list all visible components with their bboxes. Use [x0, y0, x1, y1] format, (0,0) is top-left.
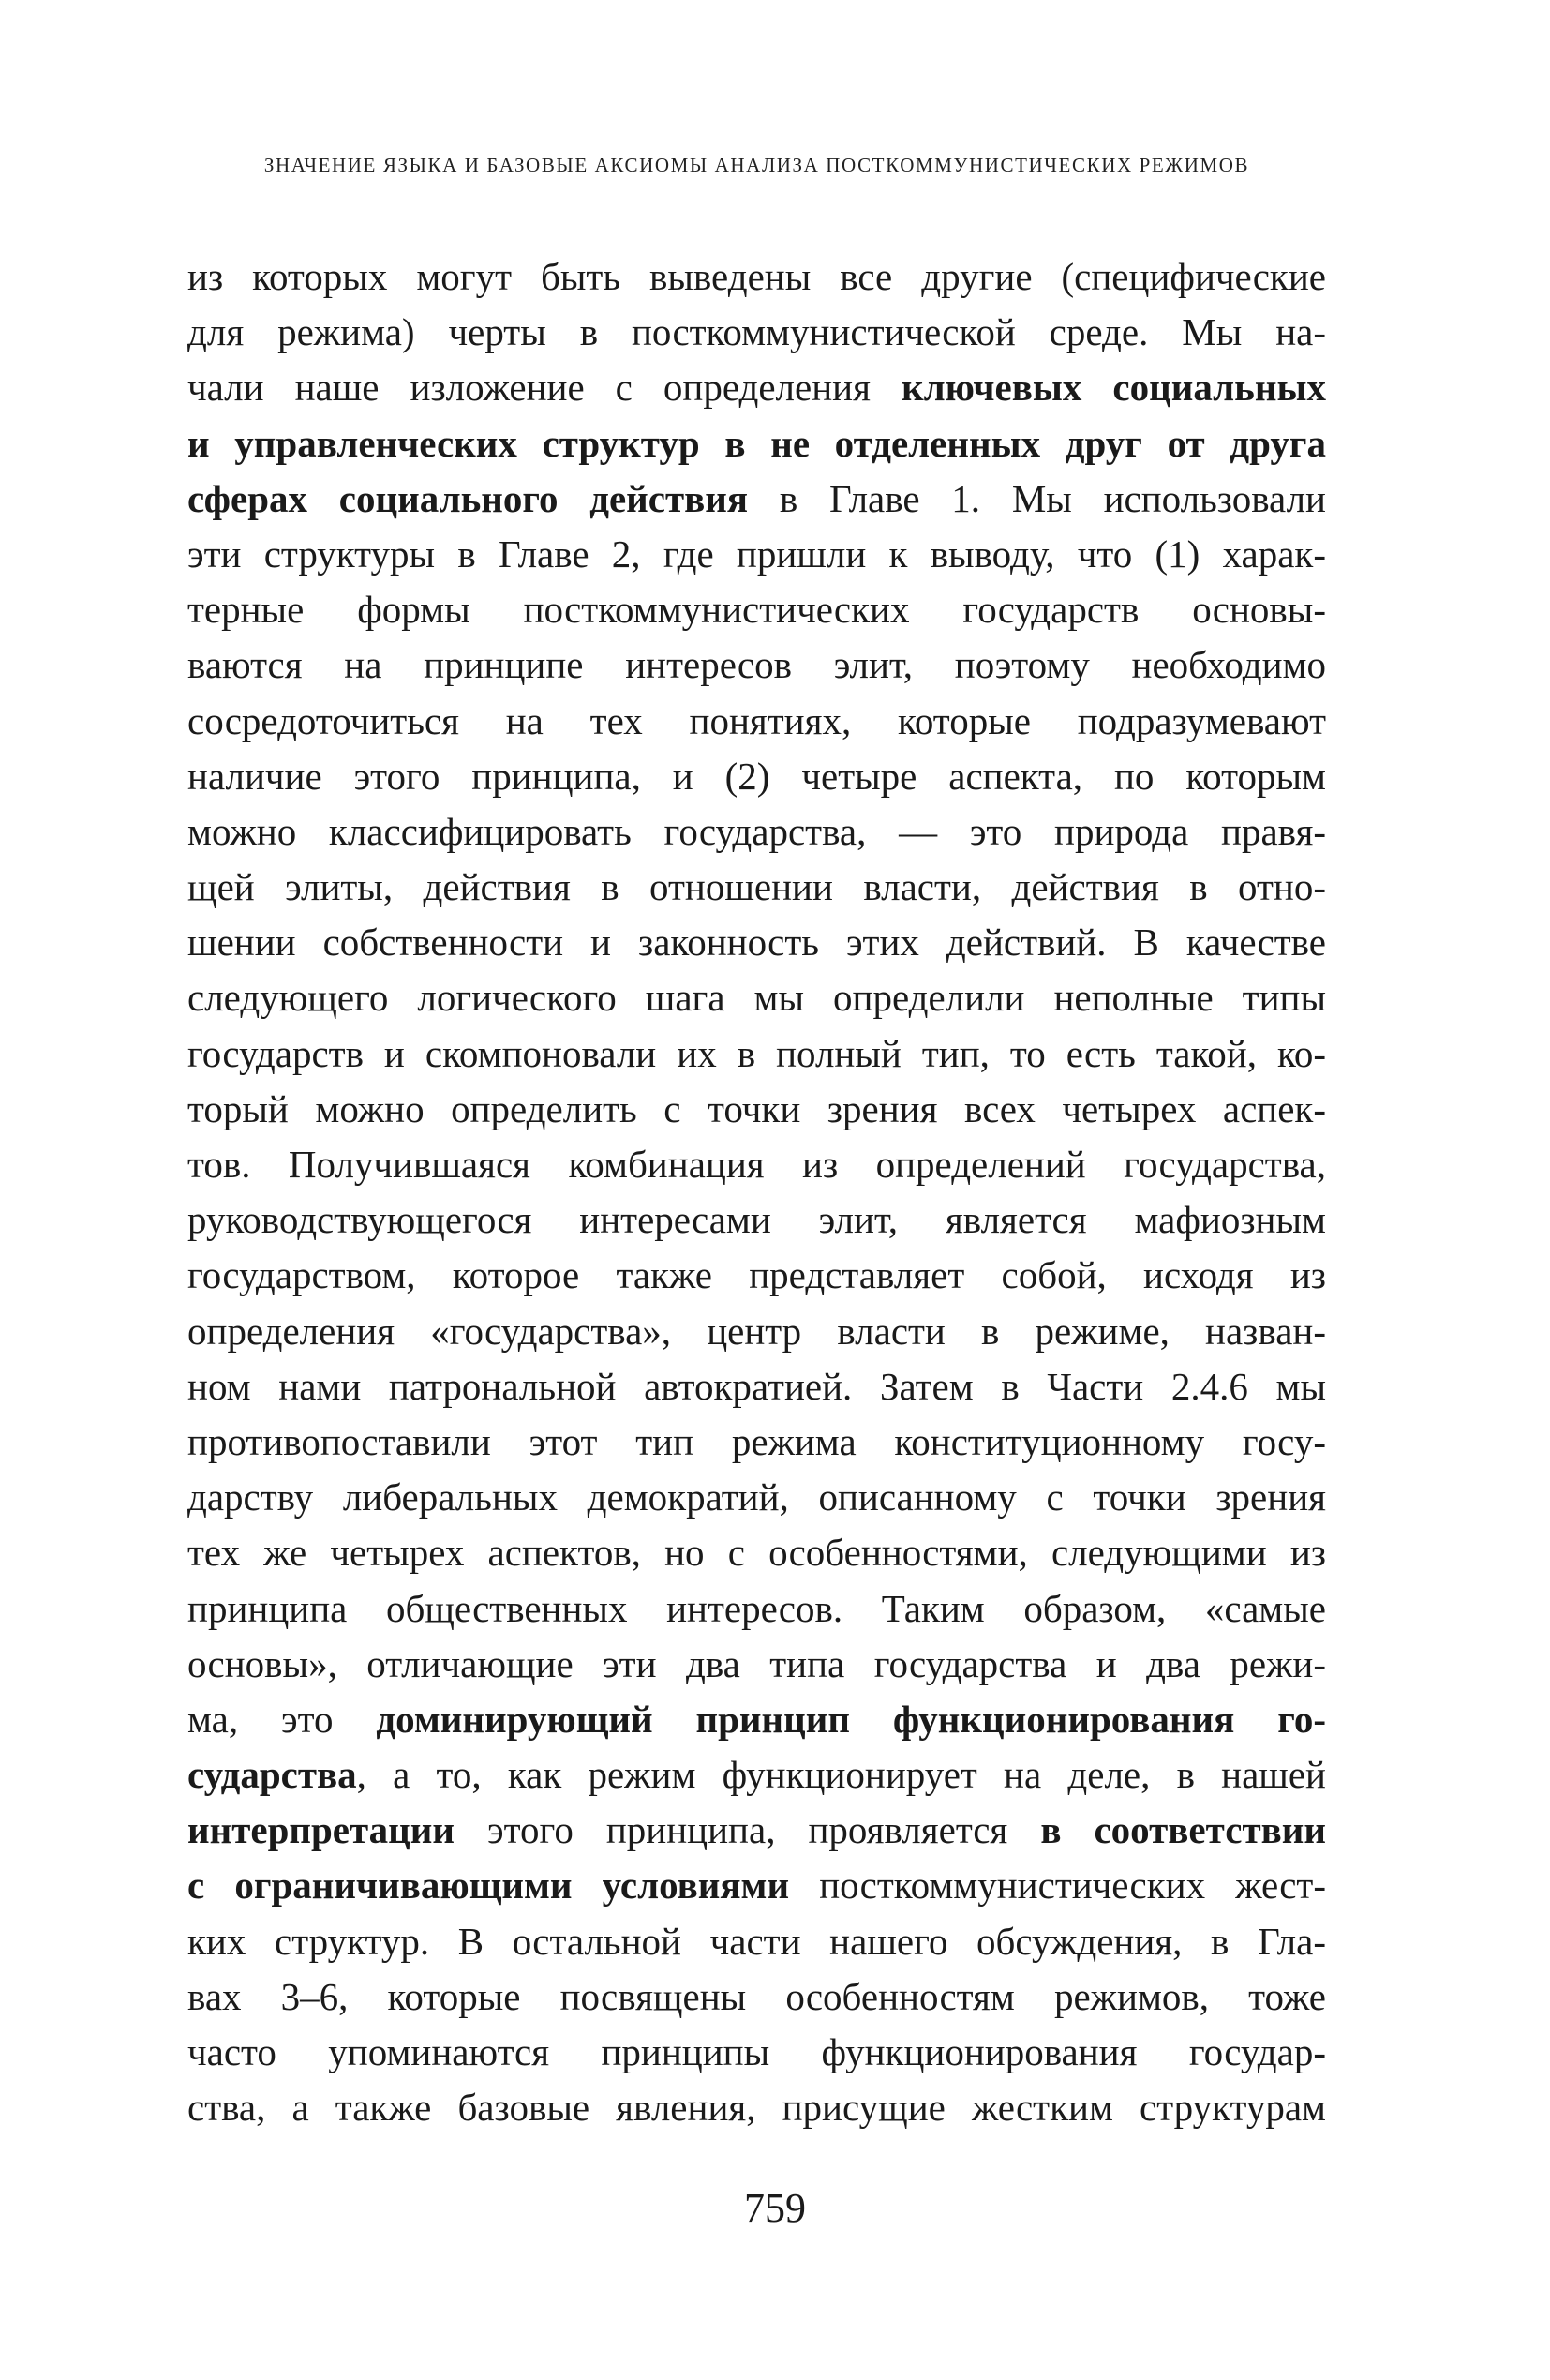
bold-text: сферах социального действия: [187, 476, 749, 520]
text-line: [187, 1192, 1326, 1248]
text-segment: посткоммунистических жест-: [789, 1864, 1326, 1908]
text-line: [187, 416, 1326, 472]
text-segment: тов. Получившаяся комбинация из определений государства,: [187, 1143, 1326, 1186]
bold-text: ключевых социальных: [901, 366, 1326, 410]
text-line: [187, 360, 1326, 415]
text-segment: из которых могут быть выведены все другие (специфические: [187, 255, 1326, 298]
text-segment: можно классифицировать государства, — это природа правя-: [187, 809, 1326, 853]
bold-text: в соответствии: [1040, 1808, 1326, 1852]
text-segment: определения «государства», центр власти в режиме, назван-: [187, 1309, 1326, 1353]
text-line: [187, 1248, 1326, 1303]
text-line: [187, 970, 1326, 1025]
text-segment: ном нами патрональной автократией. Затем в Части 2.4.6 мы: [187, 1364, 1326, 1408]
text-segment: шении собственности и законность этих действий. В качестве: [187, 921, 1326, 965]
body-text: [187, 249, 1326, 2135]
text-segment: вах 3–6, которые посвящены особенностям режимов, тоже: [187, 1974, 1326, 2018]
text-segment: наличие этого принципа, и (2) четыре аспекта, по которым: [187, 754, 1326, 798]
text-line: [187, 1581, 1326, 1637]
text-segment: часто упоминаются принципы функционирования государ-: [187, 2030, 1326, 2073]
text-segment: этого принципа, проявляется: [455, 1808, 1041, 1852]
bold-text: сударства: [187, 1753, 357, 1797]
bold-text: интерпретации: [187, 1808, 455, 1852]
text-line: [187, 2080, 1326, 2135]
text-line: [187, 249, 1326, 305]
text-segment: тех же четырех аспектов, но с особенностями, следующими из: [187, 1531, 1326, 1575]
text-line: [187, 1637, 1326, 1692]
bold-text: с ограничивающими условиями: [187, 1864, 790, 1908]
text-line: [187, 1914, 1326, 1969]
text-line: [187, 1304, 1326, 1359]
text-segment: чали наше изложение с определения: [187, 366, 902, 410]
text-line: [187, 1137, 1326, 1192]
text-line: [187, 1969, 1326, 2025]
bold-text: и управленческих структур в не отделенных друг от друга: [187, 421, 1326, 465]
text-line: [187, 915, 1326, 970]
text-segment: , а то, как режим функционирует на деле, в нашей: [356, 1753, 1326, 1797]
text-segment: эти структуры в Главе 2, где пришли к выводу, что (1) харак-: [187, 531, 1326, 576]
bold-text: доминирующий принцип функционирования го-: [376, 1697, 1326, 1741]
text-segment: основы», отличающие эти два типа государства и два режи-: [187, 1641, 1326, 1685]
text-line: [187, 860, 1326, 915]
text-segment: щей элиты, действия в отношении власти, действия в отно-: [187, 865, 1326, 909]
text-segment: государств и скомпоновали их в полный тип, то есть такой, ко-: [187, 1031, 1326, 1075]
text-segment: государством, которое также представляет собой, исходя из: [187, 1253, 1326, 1297]
text-line: [187, 472, 1326, 527]
text-segment: ма, это: [187, 1697, 377, 1741]
text-line: [187, 694, 1326, 749]
text-line: [187, 1692, 1326, 1747]
text-segment: терные формы посткоммунистических государств основы-: [187, 588, 1326, 632]
text-segment: противопоставили этот тип режима конституционному госу-: [187, 1419, 1326, 1463]
text-line: [187, 749, 1326, 804]
text-line: [187, 804, 1326, 860]
text-line: [187, 582, 1326, 637]
text-line: [187, 1858, 1326, 1913]
text-line: [187, 1470, 1326, 1525]
text-line: [187, 1415, 1326, 1470]
text-segment: принципа общественных интересов. Таким образом, «самые: [187, 1586, 1326, 1630]
text-segment: торый можно определить с точки зрения всех четырех аспек-: [187, 1086, 1326, 1130]
text-segment: ства, а также базовые явления, присущие жестким структурам: [187, 2086, 1326, 2130]
text-segment: для режима) черты в посткоммунистической среде. Мы на-: [187, 310, 1326, 354]
text-segment: в Главе 1. Мы использовали: [748, 476, 1326, 520]
text-segment: дарству либеральных демократий, описанному с точки зрения: [187, 1475, 1326, 1519]
text-line: [187, 1747, 1326, 1803]
text-line: [187, 527, 1326, 582]
page-number: 759: [744, 2185, 806, 2231]
text-line: [187, 1525, 1326, 1580]
text-line: [187, 305, 1326, 360]
text-line: [187, 1026, 1326, 1082]
text-segment: ких структур. В остальной части нашего обсуждения, в Гла-: [187, 1919, 1326, 1963]
text-line: [187, 1359, 1326, 1415]
text-line: [187, 1082, 1326, 1137]
text-line: [187, 2025, 1326, 2080]
running-head: ЗНАЧЕНИЕ ЯЗЫКА И БАЗОВЫЕ АКСИОМЫ АНАЛИЗА ПОСТКОММУНИСТИЧЕСКИХ РЕЖИМОВ: [263, 154, 1250, 176]
text-line: [187, 637, 1326, 693]
text-line: [187, 1803, 1326, 1858]
text-segment: следующего логического шага мы определили неполные типы: [187, 976, 1326, 1020]
text-segment: ваются на принципе интересов элит, поэтому необходимо: [187, 643, 1326, 687]
text-segment: руководствующегося интересами элит, является мафиозным: [187, 1198, 1326, 1242]
text-segment: сосредоточиться на тех понятиях, которые подразумевают: [187, 698, 1326, 742]
